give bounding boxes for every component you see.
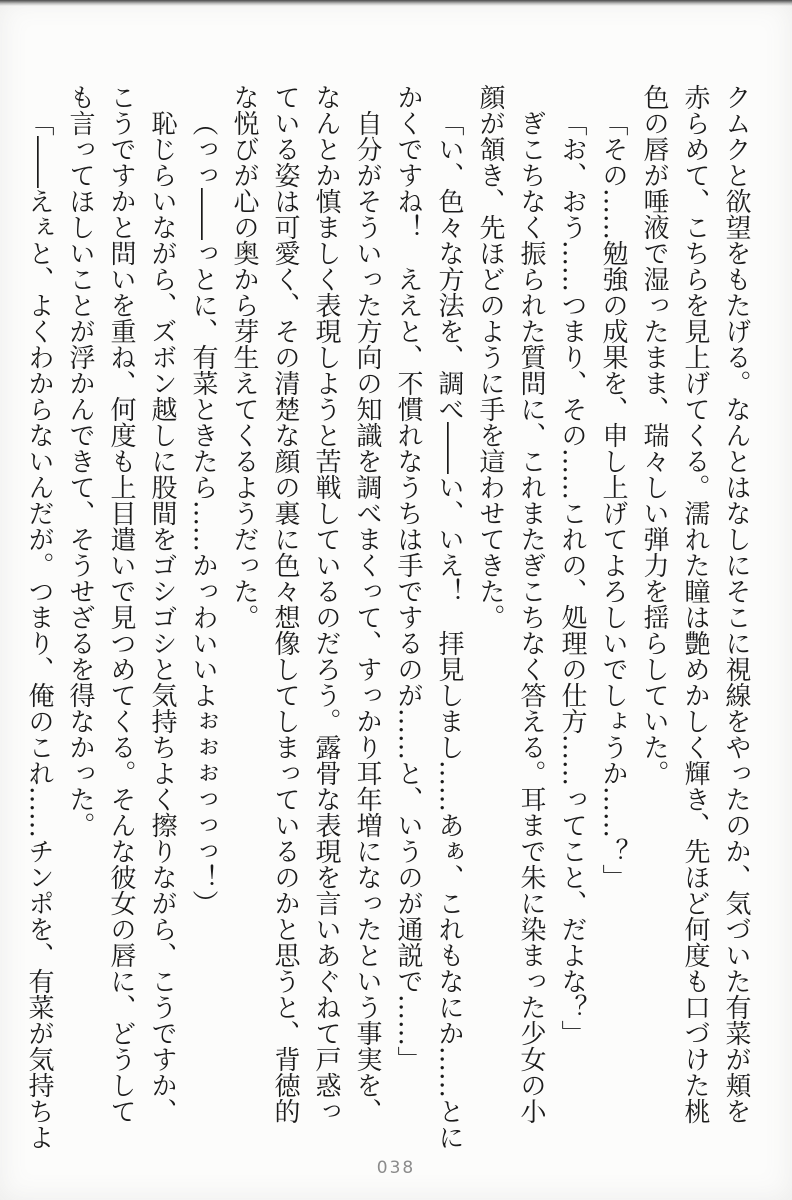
text-column-10: 自分がそういった方向の知識を調べまくって、すっかり耳年増になったという事実を、 (352, 110, 382, 1124)
text-column-16: こうですかと問いを重ね、何度も上目遣いで見つめてくる。そんな彼女の唇に、どうして (106, 84, 136, 1124)
text-column-8: 「い、色々な方法を、調べ――い、いえ！ 拝見しまし……あぁ、これもなにか……とに (434, 110, 464, 1150)
text-column-5: 「お、おう……つまり、その……これの、処理の仕方……ってこと、だよな？」 (557, 110, 587, 1046)
text-column-12: ている姿は可愛く、その清楚な顔の裏に色々想像してしまっているのかと思うと、背徳的 (270, 84, 300, 1124)
text-columns (18, 84, 756, 1150)
text-column-11: なんとか慎ましく表現しようと苦戦しているのだろう。露骨な表現を言いあぐねて戸惑っ (311, 84, 341, 1124)
text-column-15: 恥じらいながら、ズボン越しに股間をゴシゴシと気持ちよく擦りながら、こうですか、 (147, 110, 177, 1124)
text-column-4: 「その……勉強の成果を、申し上げてよろしいでしょうか……？」 (598, 110, 628, 890)
text-column-18: 「――えぇと、よくわからないんだが。つまり、俺のこれ……チンポを、有菜が気持ちよ (24, 110, 54, 1150)
text-column-7: 顔が頷き、先ほどのように手を這わせてきた。 (475, 84, 505, 630)
scan-shadow-top (0, 0, 792, 6)
text-column-3: 色の唇が唾液で湿ったまま、瑞々しい弾力を揺らしていた。 (639, 84, 669, 786)
text-column-2: 赤らめて、こちらを見上げてくる。濡れた瞳は艶めかしく輝き、先ほど何度も口づけた桃 (680, 84, 710, 1124)
text-column-17: も言ってほしいことが浮かんできて、そうせざるを得なかった。 (65, 84, 95, 838)
page-number: 038 (376, 1158, 416, 1178)
text-column-6: ぎこちなく振られた質問に、これまたぎこちなく答える。耳まで朱に染まった少女の小 (516, 110, 546, 1124)
text-column-1: クムクと欲望をもたげる。なんとはなしにそこに視線をやったのか、気づいた有菜が頬を (721, 84, 751, 1124)
text-column-9: かくですね！ ええと、不慣れなうちは手でするのが……と、いうのが通説で……」 (393, 84, 423, 1072)
text-column-14: （っっ――っとに、有菜ときたら……かっわいいよぉぉぉっっっ！） (188, 110, 218, 916)
text-column-13: な悦びが心の奥から芽生えてくるようだった。 (229, 84, 259, 630)
